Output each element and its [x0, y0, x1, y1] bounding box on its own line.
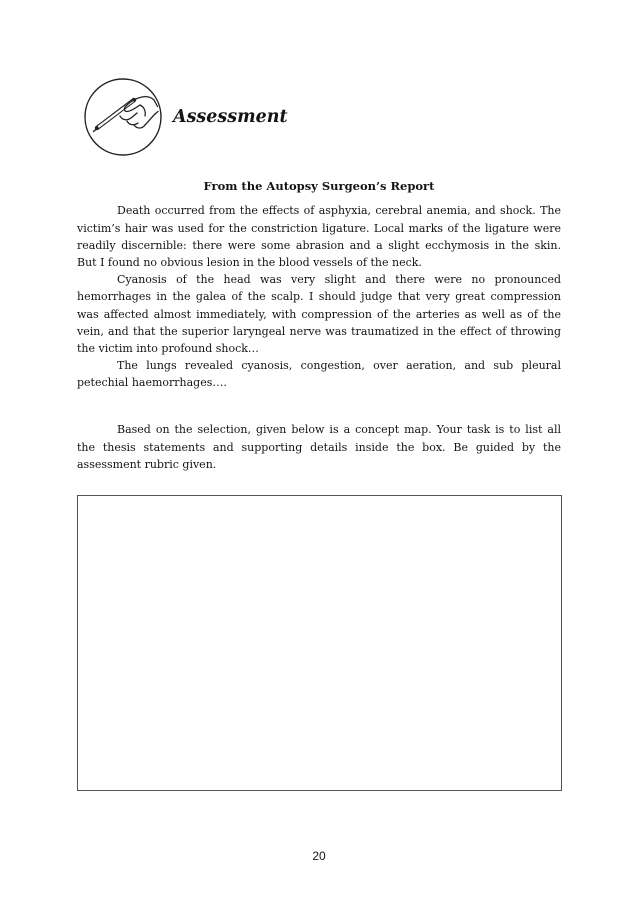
task-instructions	[77, 421, 561, 473]
text-line: vein, and that the superior laryngeal nerve was traumatized in the effect of throwing	[77, 324, 561, 338]
report-paragraph	[77, 202, 561, 271]
text-line: The lungs revealed cyanosis, congestion, over aeration, and sub pleural	[117, 359, 561, 373]
text-line: was affected almost immediately, with compression of the arteries as well as of the	[77, 307, 561, 321]
page-number: 20	[312, 849, 326, 863]
section-title: Assessment	[173, 107, 288, 127]
report-paragraph	[77, 357, 561, 391]
text-line: hemorrhages in the galea of the scalp. I should judge that very great compression	[77, 290, 561, 304]
text-line: assessment rubric given.	[77, 457, 217, 471]
text-line: the victim into profound shock…	[77, 342, 259, 356]
text-line: readily discernible: there were some abrasion and a slight ecchymosis in the skin.	[77, 238, 561, 252]
text-line: victim’s hair was used for the constriction ligature. Local marks of the ligature were	[77, 221, 561, 235]
answer-box	[77, 495, 562, 791]
report-paragraph	[77, 271, 561, 357]
hand-writing-icon	[82, 76, 164, 158]
text-line: Based on the selection, given below is a concept map. Your task is to list all	[117, 423, 561, 437]
text-line: But I found no obvious lesion in the blood vessels of the neck.	[77, 256, 422, 269]
text-line: petechial haemorrhages….	[77, 376, 227, 390]
text-line: Death occurred from the effects of asphyxia, cerebral anemia, and shock. The	[117, 204, 561, 218]
report-title: From the Autopsy Surgeon’s Report	[203, 179, 435, 193]
text-line: the thesis statements and supporting details inside the box. Be guided by the	[77, 440, 561, 454]
report-body	[77, 202, 561, 391]
text-line: Cyanosis of the head was very slight and there were no pronounced	[117, 273, 561, 287]
